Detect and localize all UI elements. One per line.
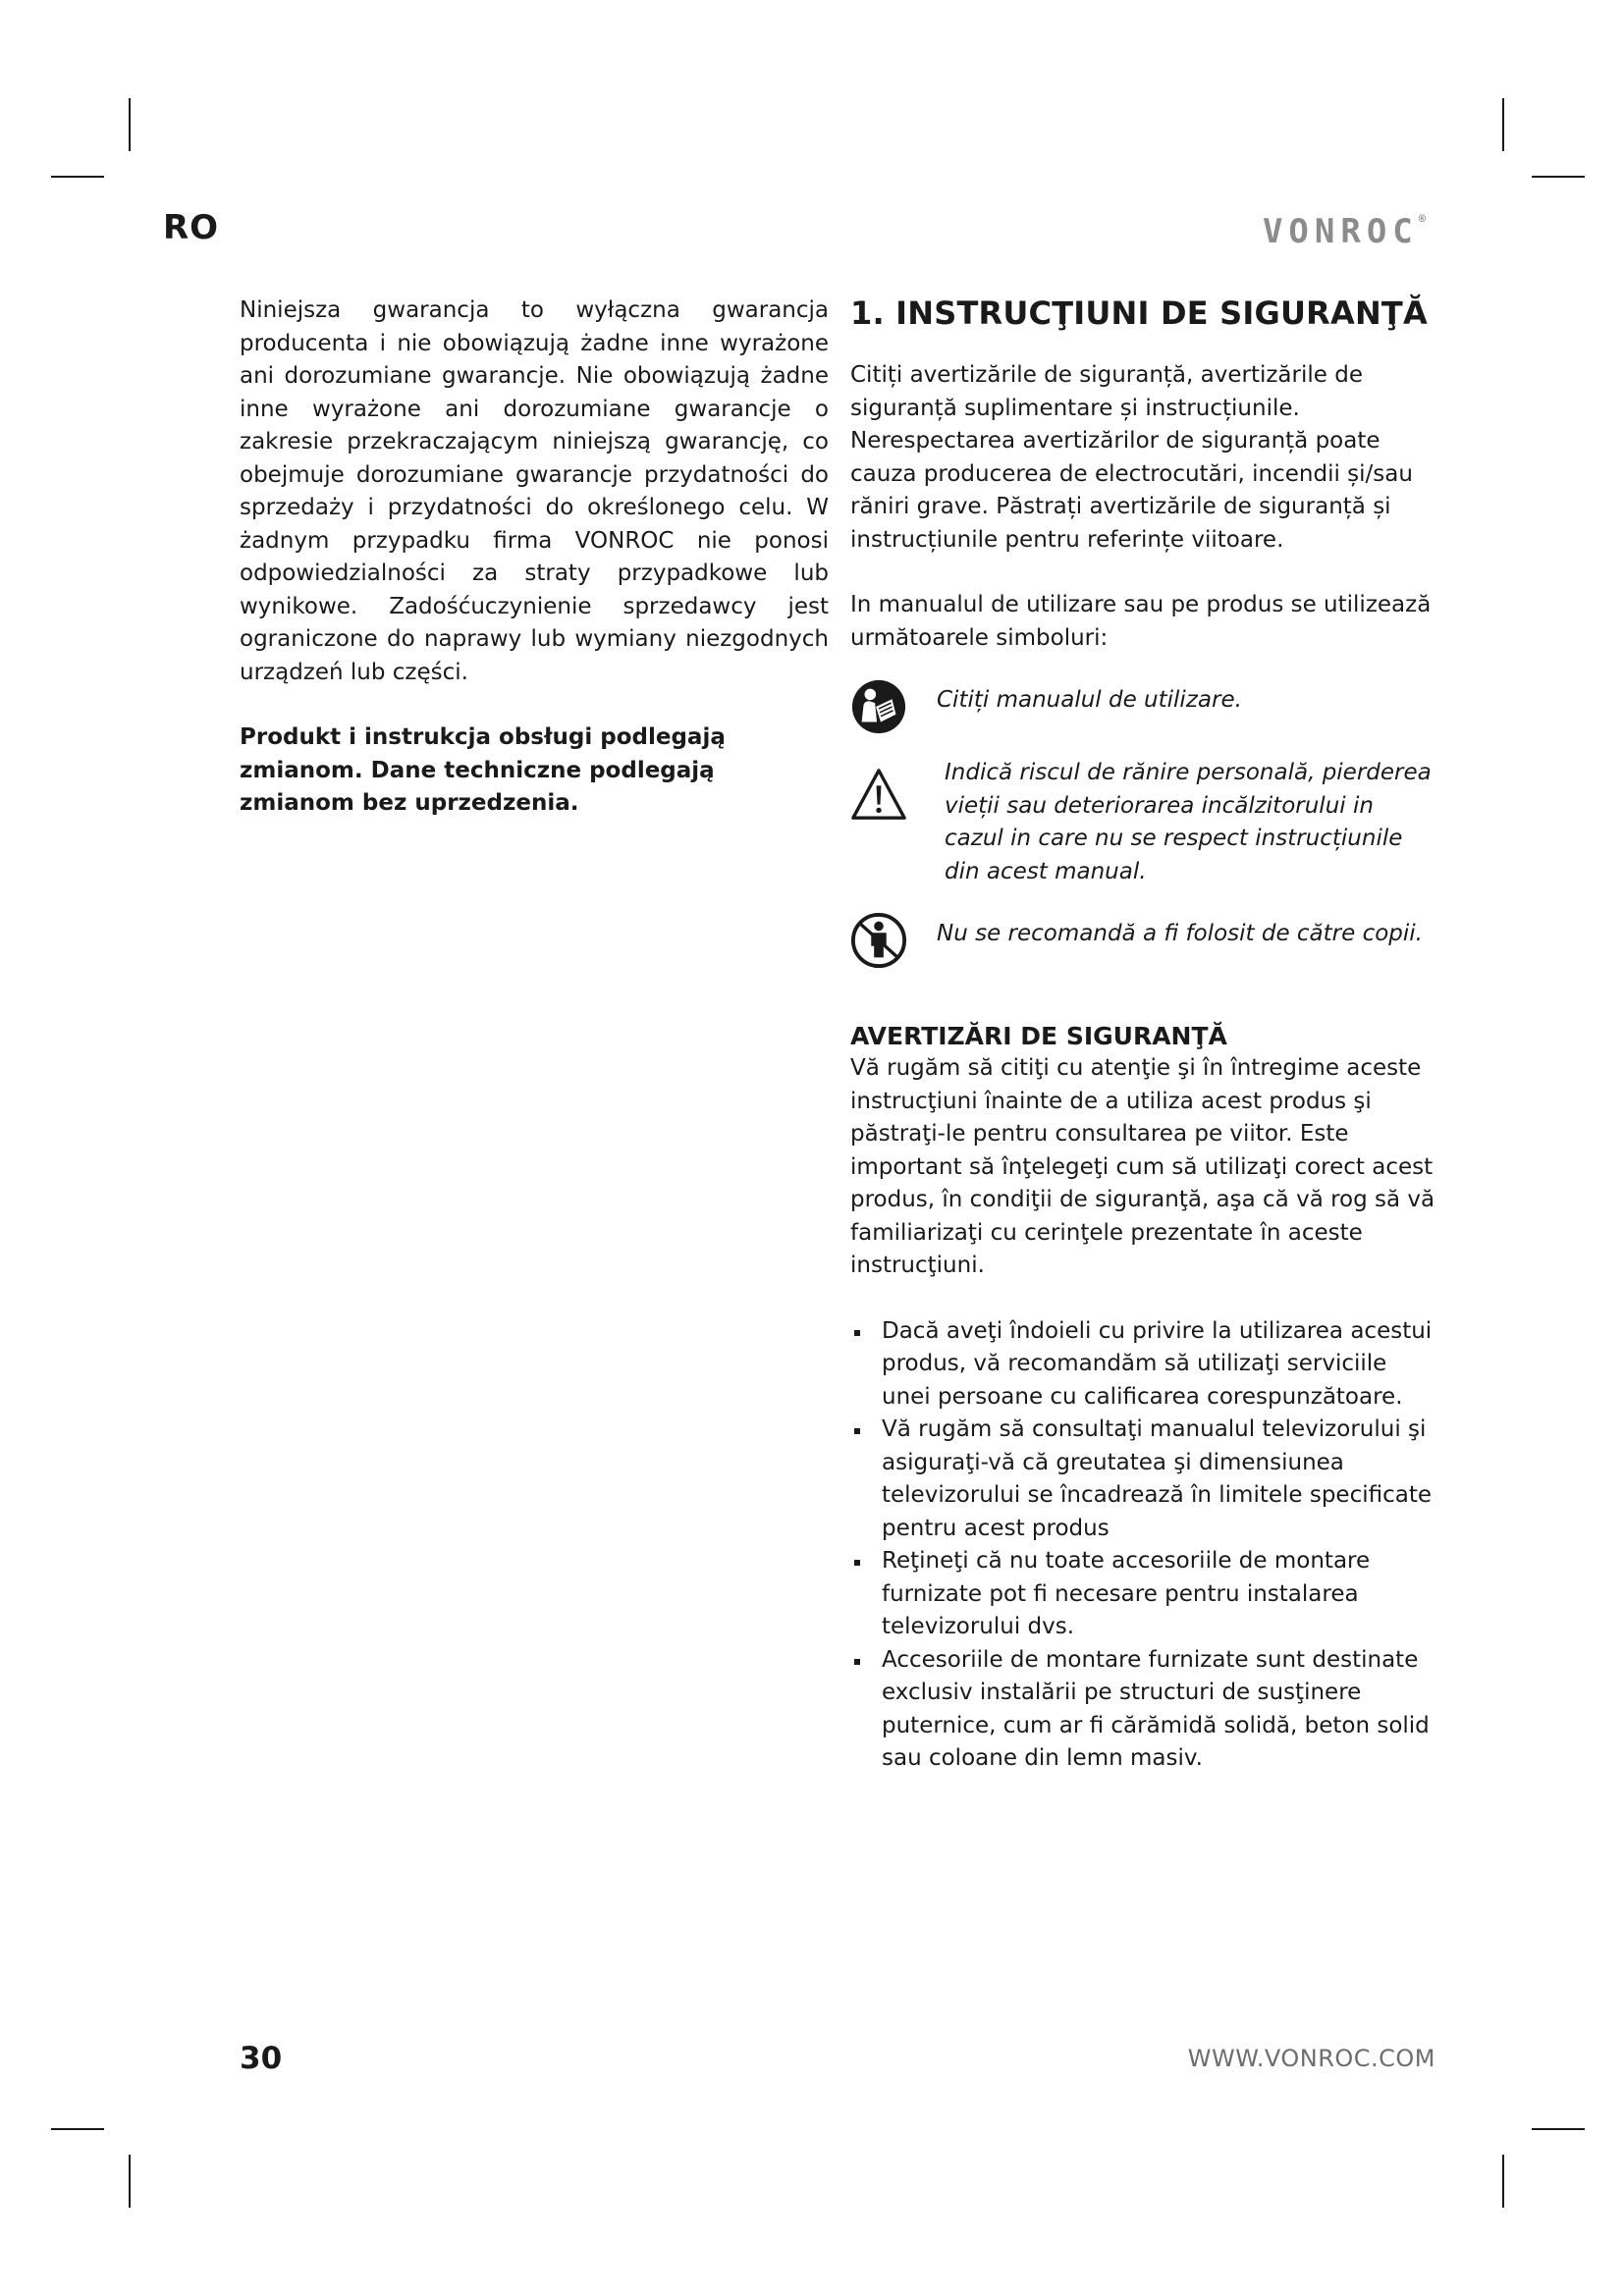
list-item-text: Reţineţi că nu toate accesoriile de montare furnizate pot fi necesare pentru instalarea televizorului dvs. [882, 1548, 1371, 1639]
symbol-row-read-manual [850, 676, 1439, 735]
symbol-row-warning [850, 757, 1439, 888]
warranty-paragraph: Niniejsza gwarancja to wyłączna gwarancja producenta i nie obowiązują żadne inne wyrażone ani dorozumiane gwarancje. Nie obowiązują żadne inne wyrażone ani dorozumiane gwarancje o zakresie przekraczającym niniejszą gwarancję, co obejmuje dorozumiane gwarancje przydatności do sprzedaży i przydatności do określonego celu. W żadnym przypadku firma VONROC nie ponosi odpowiedzialności za straty przypadkowe lub wynikowe. Zadośćuczynienie sprzedawcy jest ograniczone do naprawy lub wymiany niezgodnych urządzeń lub części. [240, 297, 829, 685]
right-column [850, 294, 1439, 1776]
crop-mark [1532, 2128, 1585, 2130]
page-number: 30 [240, 2041, 283, 2076]
crop-mark [1532, 176, 1585, 178]
list-item [850, 1644, 1439, 1776]
brand-name: VONROC [1262, 212, 1419, 251]
warnings-paragraph: Vă rugăm să citiţi cu atenţie şi în întregime aceste instrucţiuni înainte de a utiliza acest produs şi păstraţi-le pentru consultarea pe viitor. Este important să înţelegeţi cum să utilizaţi corect acest produs, în condiţii de siguranţă, aşa că vă rog să vă familiarizaţi cu cerinţele prezentate în aceste instrucţiuni. [850, 1055, 1435, 1278]
list-item [850, 1545, 1439, 1644]
read-manual-icon [850, 678, 907, 735]
registered-mark: ® [1418, 212, 1426, 226]
safety-intro-paragraph: Citiți avertizările de siguranță, avertizările de siguranță suplimentare și instrucțiunile. Nerespectarea avertizărilor de siguranță poate cauza producerea de electrocutări, incendii și/sau răniri grave. Păstrați avertizările de siguranță și instrucțiunile pentru referințe viitoare. [850, 362, 1413, 553]
language-code: RO [163, 208, 220, 247]
list-item-text: Dacă aveţi îndoieli cu privire la utilizarea acestui produs, vă recomandăm să utilizaţi serviciile unei persoane cu calificarea corespunzătoare. [882, 1317, 1433, 1410]
warning-triangle-icon [850, 767, 907, 824]
list-item [850, 1315, 1439, 1415]
crop-mark [51, 176, 104, 178]
website-url: WWW.VONROC.COM [1187, 2045, 1435, 2072]
change-notice: Produkt i instrukcja obsługi podlegają zmianom. Dane techniczne podlegają zmianom bez uprzedzenia. [240, 724, 726, 816]
list-item-text: Vă rugăm să consultaţi manualul televizorului şi asiguraţi-vă că greutatea şi dimensiunea televizorului se încadrează în limitele specificate pentru acest produs [882, 1416, 1433, 1541]
left-column [240, 294, 829, 821]
brand-logo [1263, 212, 1426, 251]
list-item-text: Accesoriile de montare furnizate sunt destinate exclusiv instalării pe structuri de susţinere puternice, cum ar fi cărămidă solidă, beton solid sau coloane din lemn masiv. [882, 1646, 1430, 1771]
warnings-list [850, 1315, 1439, 1776]
crop-mark [129, 2155, 131, 2208]
section-title: 1. INSTRUCŢIUNI DE SIGURANŢĂ [850, 294, 1428, 332]
warnings-title: AVERTIZĂRI DE SIGURANŢĂ [850, 1022, 1227, 1050]
symbol-row-no-children [850, 910, 1439, 969]
list-item [850, 1414, 1439, 1545]
symbol-text-read-manual: Citiți manualul de utilizare. [937, 687, 1242, 713]
crop-mark [51, 2128, 104, 2130]
no-children-icon [850, 912, 907, 969]
symbol-text-warning: Indică riscul de rănire personală, pierderea vieții sau deteriorarea incălzitorului in cazul in care nu se respect instrucțiunile din acest manual. [945, 760, 1432, 884]
symbol-text-no-children: Nu se recomandă a fi folosit de către copii. [937, 921, 1423, 946]
crop-mark [1502, 98, 1504, 151]
crop-mark [1502, 2155, 1504, 2208]
crop-mark [129, 98, 131, 151]
symbols-intro: In manualul de utilizare sau pe produs se utilizează următoarele simboluri: [850, 592, 1432, 651]
